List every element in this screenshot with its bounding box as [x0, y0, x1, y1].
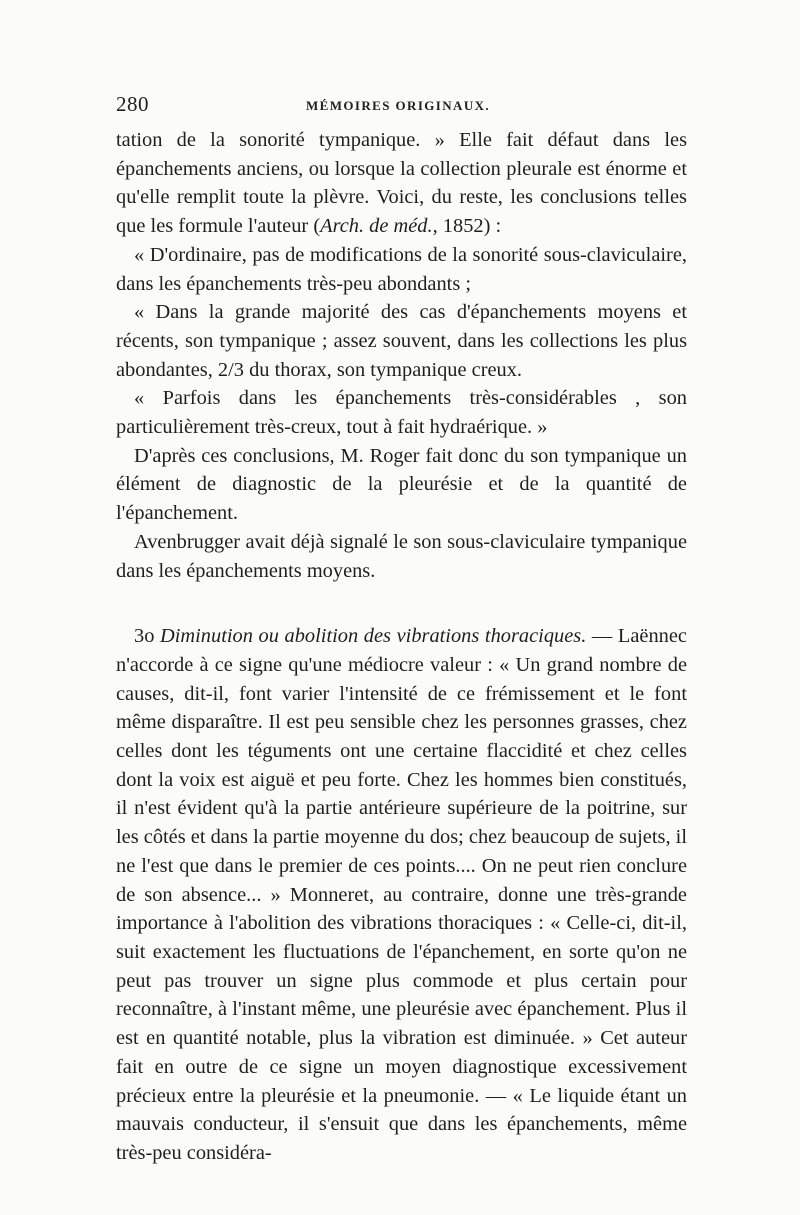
paragraph-continuation	[116, 126, 687, 241]
quote-paragraph: « D'ordinaire, pas de modifications de la sonorité sous-claviculaire, dans les épanchements très-peu abondants ;	[116, 243, 687, 295]
body-text	[116, 126, 687, 1168]
page-header	[116, 92, 687, 126]
quote-paragraph: « Parfois dans les épanchements très-considérables , son particulièrement très-creux, tout à fait hydraérique. »	[116, 387, 687, 439]
section-number: 3o	[134, 625, 155, 648]
citation-italic: Arch. de méd.	[320, 215, 433, 238]
page-number: 280	[116, 92, 149, 116]
running-head: MÉMOIRES ORIGINAUX.	[306, 98, 491, 113]
section-paragraph	[116, 622, 687, 1167]
paragraph: D'après ces conclusions, M. Roger fait donc du son tympanique un élément de diagnostic de la pleurésie et de la quantité de l'épanchement.	[116, 444, 687, 525]
paragraph-text: tation de la sonorité tympanique. » Elle fait défaut dans les épanchements anciens, ou lorsque la collection pleurale est énorme et qu'elle remplit toute la plèvre. Voici, du reste, les conclusions telles que les formule l'auteur (	[116, 129, 687, 238]
section-title: Diminution ou abolition des vibrations thoraciques.	[160, 625, 587, 648]
book-page	[116, 92, 687, 1168]
paragraph: Avenbrugger avait déjà signalé le son sous-claviculaire tympanique dans les épanchements moyens.	[116, 530, 687, 582]
citation-tail: , 1852) :	[432, 215, 502, 238]
quote-paragraph: « Dans la grande majorité des cas d'épanchements moyens et récents, son tympanique ; assez souvent, dans les collections les plus abondantes, 2/3 du thorax, son tympanique creux.	[116, 301, 687, 381]
section-body: — Laënnec n'accorde à ce signe qu'une médiocre valeur : « Un grand nombre de causes, dit-il, font varier l'intensité de ce frémissement et le font même disparaître. Il est peu sensible chez les personnes grasses, chez celles dont les téguments ont une certaine flaccidité et chez celles dont la voix est aiguë et peu forte. Chez les hommes bien constitués, il n'est évident qu'à la partie antérieure supérieure de la poitrine, sur les côtés et dans la partie moyenne du dos; chez beaucoup de sujets, il ne l'est que dans le premier de ces points.... On ne peut rien conclure de son absence... » Monneret, au contraire, donne une très-grande importance à l'abolition des vibrations thoraciques : « Celle-ci, dit-il, suit exactement les fluctuations de l'épanchement, en sorte qu'on ne peut pas trouver un signe plus commode et plus certain pour reconnaître, à l'instant même, une pleurésie avec épanchement. Plus il est en quantité notable, plus la vibration est diminuée. » Cet auteur fait en outre de ce signe un moyen diagnostique excessivement précieux entre la pleurésie et la pneumonie. — « Le liquide étant un mauvais conducteur, il s'ensuit que dans les épanchements, même très-peu considéra-	[116, 625, 687, 1164]
